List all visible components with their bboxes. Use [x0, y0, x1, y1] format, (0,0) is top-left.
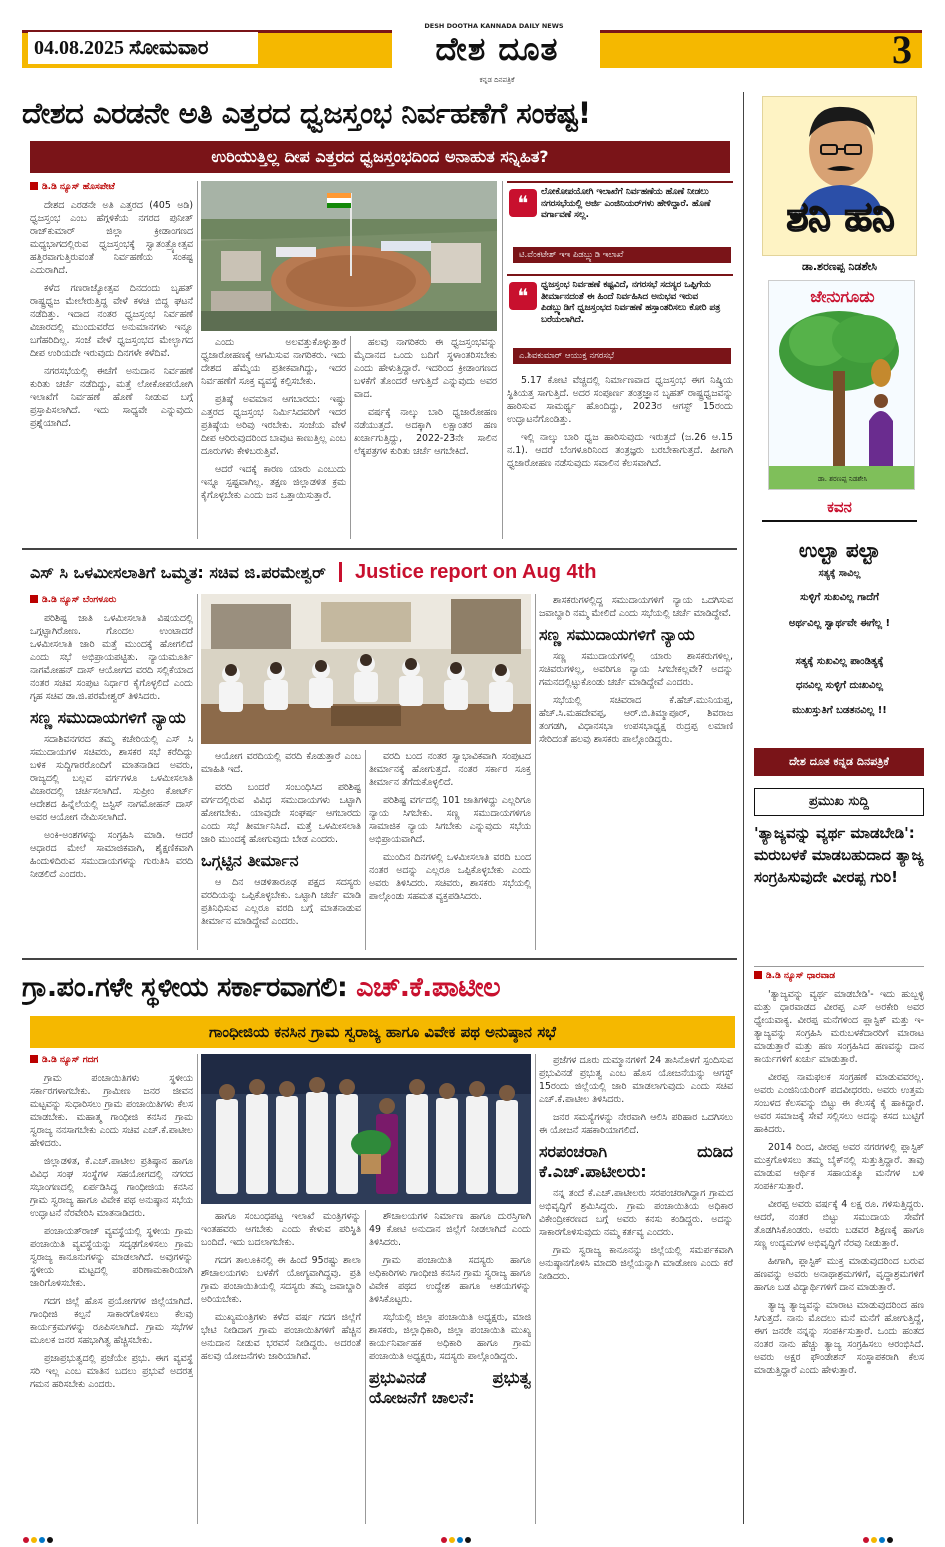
story3-col3-para: ಶೌಚಾಲಯಗಳ ನಿರ್ಮಾಣ ಹಾಗೂ ದುರಸ್ತಿಗಾಗಿ 49 ಕೋಟಿ ಅನುದಾನ ಜಿಲ್ಲೆಗೆ ನೀಡಲಾಗಿದೆ ಎಂದು ತಿಳಿಸಿದರು.	[369, 1211, 531, 1248]
news-byline: ಡಿ.ಡಿ ನ್ಯೂಸ್ ಧಾರವಾಡ	[754, 970, 924, 983]
story2-subhead-2: ಒಗ್ಗಟ್ಟಿನ ತೀರ್ಮಾನ	[201, 851, 299, 870]
quote-box-commissioner-source: ಎ.ಶಿವಕುಮಾರ್ ಆಯುಕ್ತ ನಗರಸಭೆ	[513, 348, 731, 364]
story2-headline-row	[30, 556, 730, 588]
quote-box-pwd-source: ಟಿ.ವೆಂಕಟೇಶ್ ಇಇ ಪಿಡಬ್ಲ್ಯುಡಿ ಇಲಾಖೆ	[513, 247, 731, 263]
headline-separator	[339, 562, 342, 582]
story3-col2-para: ಹಾಗೂ ಸಂಬಂಧಪಟ್ಟ ಇಲಾಖೆ ಮಂತ್ರಿಗಳನ್ನು ಇಂತಹವರು ಆಗಬೇಕು ಎಂದು ಕೇಳುವ ಪರಿಸ್ಥಿತಿ ಬಂದಿದೆ. ಇದು ಬದಲಾಗಬೇಕು.	[201, 1211, 361, 1248]
story1-col1-para: ನಗರಸಭೆಯಲ್ಲಿ ಈಚೆಗೆ ಅನುದಾನ ನಿರ್ವಹಣೆ ಕುರಿತು ಚರ್ಚೆ ನಡೆದಿದ್ದು, ಮತ್ತೆ ಲೋಕೋಪಯೋಗಿ ಇಲಾಖೆಗೆ ನಿರ್ವಹಣೆ ಹೊಣೆ ನೀಡುವ ಬಗ್ಗೆ ಪ್ರಸ್ತಾಪಿಸಲಾಗಿದೆ. ಇದು ಸಾಧ್ಯವೇ ಎನ್ನುವುದು ಪ್ರಶ್ನೆಯಾಗಿದೆ.	[30, 366, 193, 429]
story3-subhead-2: ಪ್ರಭುವಿನಡೆ ಪ್ರಭುತ್ವ ಯೋಜನೆಗೆ ಚಾಲನೆ:	[369, 1368, 531, 1407]
registration-dot	[457, 1537, 463, 1543]
registration-dot	[863, 1537, 869, 1543]
divider	[197, 181, 198, 539]
registration-dot	[441, 1537, 447, 1543]
story1-col3-para: ಹಲವು ನಾಗರಿಕರು ಈ ಧ್ವಜಸ್ತಂಭವನ್ನು ಮೈದಾನದ ಒಂದು ಬದಿಗೆ ಸ್ಥಳಾಂತರಿಸಬೇಕು ಎಂದು ಹೇಳುತ್ತಿದ್ದಾರೆ. ಇದರಿಂದ ಕ್ರೀಡಾಂಗಣದ ಬಳಕೆಗೆ ತೊಂದರೆ ಆಗುತ್ತಿದೆ ಎನ್ನುವುದು ಅವರ ವಾದ.	[354, 337, 497, 400]
divider	[365, 1210, 366, 1524]
story3-col3-para: ಗ್ರಾಮ ಪಂಚಾಯಿತಿ ಸದಸ್ಯರು ಹಾಗೂ ಅಧಿಕಾರಿಗಳು ಗಾಂಧೀಜಿ ಕನಸಿನ ಗ್ರಾಮ ಸ್ವರಾಜ್ಯ ಹಾಗೂ ವಿವೇಕ ಪಥದ ಉದ್ದೇಶ ಹಾಗೂ ಆಶಯಗಳನ್ನು ತಿಳಿಸಿಕೊಟ್ಟರು.	[369, 1255, 531, 1305]
story2-col3-para: ಪರಿಶಿಷ್ಟ ವರ್ಗದಲ್ಲಿ 101 ಜಾತಿಗಳಿದ್ದು ಎಲ್ಲರಿಗೂ ನ್ಯಾಯ ಸಿಗಬೇಕು. ಸಣ್ಣ ಸಮುದಾಯಗಳಿಗೂ ಸಾಮಾಜಿಕ ನ್ಯಾಯ ಸಿಗಬೇಕು ಎನ್ನುವುದು ಸಭೆಯ ಅಭಿಪ್ರಾಯವಾಗಿದೆ.	[369, 795, 531, 845]
story1-col2-para: ಪ್ರತಿಷ್ಠೆ ಅವಮಾನ ಆಗಬಾರದು: ಇಷ್ಟು ಎತ್ತರದ ಧ್ವಜಸ್ತಂಭ ನಿರ್ಮಿಸಿದವರಿಗೆ ಇದರ ಪ್ರತಿಷ್ಠೆಯ ಅರಿವು ಇರಬೇಕು. ಸಂಜೆಯ ವೇಳೆ ದೀಪ ಆರಿರುವುದರಿಂದ ಬಾವುಟ ಕಾಣುತ್ತಿಲ್ಲ ಎಂಬ ದೂರುಗಳು ಕೇಳಿಬರುತ್ತಿವೆ.	[201, 394, 346, 457]
quote-box-pwd	[507, 181, 733, 266]
story1-col2-para: ಎಂದು ಅಲವತ್ತುಕೊಳ್ಳುತ್ತಾರೆ ಧ್ವಜಾರೋಹಣಕ್ಕೆ ಆಗಮಿಸುವ ನಾಗರಿಕರು. ಇದು ದೇಶದ ಹೆಮ್ಮೆಯ ಪ್ರತೀಕವಾಗಿದ್ದು, ಇದರ ನಿರ್ವಹಣೆಗೆ ಸೂಕ್ತ ವ್ಯವಸ್ಥೆ ಕಲ್ಪಿಸಬೇಕು.	[201, 337, 346, 387]
sabha-photo	[201, 1054, 531, 1204]
story1-column-2	[201, 336, 346, 539]
book-caption: ಡಾ. ಶರಣಪ್ಪ ನಿಡಶೇಸಿ	[817, 475, 868, 483]
story2-subhead-1: ಸಣ್ಣ ಸಮುದಾಯಗಳಿಗೆ ನ್ಯಾಯ	[30, 708, 186, 727]
poem-line: ಅರ್ಥವಿಲ್ಲ ಸ್ವಾರ್ಥವೇ ಈಗೆಲ್ಲ !	[788, 618, 891, 629]
story1-col1-para: ಕಳೆದ ಗಣರಾಜ್ಯೋತ್ಸವ ದಿನದಂದು ಬೃಹತ್ ರಾಷ್ಟ್ರಧ್ವಜ ಮೇಲೇರುತ್ತಿದ್ದ ವೇಳೆ ಕಳಚಿ ಬಿದ್ದ ಘಟನೆ ನಡೆದಿತ್ತು. ಇದಾದ ನಂತರ ಧ್ವಜಸ್ತಂಭ ನಿರ್ವಹಣೆ ವಿಚಾರದಲ್ಲಿ ಮುಂದುವರೆದ ಅನುಮಾನಗಳು ಇನ್ನೂ ಬಗೆಹರಿದಿಲ್ಲ. ಸಂಜೆ ವೇಳೆ ಧ್ವಜಸ್ತಂಭದ ಮೇಲ್ಭಾಗದ ದೀಪ ಉರಿಯದೇ ಇರುವುದು ದಿನಗಳೇ ಕಳೆದಿವೆ.	[30, 283, 193, 359]
divider	[350, 336, 351, 539]
story3-byline: ಡಿ.ಡಿ ನ್ಯೂಸ್ ಗದಗ	[30, 1054, 193, 1067]
book-cover-illustration	[769, 281, 915, 490]
story3-col1-para: ಗ್ರಾಮ ಪಂಚಾಯಿತಿಗಳು ಸ್ಥಳೀಯ ಸರ್ಕಾರಗಳಾಗಬೇಕು. ಗ್ರಾಮೀಣ ಜನರ ಜೀವನ ಮಟ್ಟವನ್ನು ಸುಧಾರಿಸಲು ಗ್ರಾಮ ಪಂಚಾಯಿತಿಗಳು ಕೆಲಸ ಮಾಡಬೇಕು. ಮಹಾತ್ಮ ಗಾಂಧೀಜಿ ಕನಸಿನ ಗ್ರಾಮ ಸ್ವರಾಜ್ಯ ನನಸಾಗಬೇಕು ಎಂದು ಸಚಿವ ಎಚ್.ಕೆ.ಪಾಟೀಲ ಹೇಳಿದರು.	[30, 1073, 193, 1149]
column-author: ಡಾ.ಶರಣಪ್ಪ ನಿಡಶೇಸಿ	[801, 260, 878, 273]
registration-dot	[871, 1537, 877, 1543]
story1-byline: ಡಿ.ಡಿ ನ್ಯೂಸ್ ಹೊಸಪೇಟೆ	[30, 181, 193, 194]
column-title: ಶನಿ ಹನಿ	[786, 194, 895, 240]
news-para: 2014 ರಿಂದ, ವೀರಪ್ಪ ಅವರ ನಗರಗಳಲ್ಲಿ ಪ್ಲಾಸ್ಟಿಕ್ ಮುಕ್ತಗೊಳಿಸಲು ತಮ್ಮ ಬೈಕ್‌ನಲ್ಲಿ ಸುತ್ತುತ್ತಿದ್ದಾರೆ. ತಾವು ಮಾಡುವ ಆರ್ಥಿಕ ಸಹಾಯಕ್ಕೂ ಮನೆಗಳ ಬಳಿ ಸಂಪರ್ಕಿಸುತ್ತಾರೆ.	[754, 1142, 924, 1192]
story3-headline: ಗ್ರಾ.ಪಂ.ಗಳೇ ಸ್ಥಳೀಯ ಸರ್ಕಾರವಾಗಲಿ:	[22, 972, 357, 1003]
story3-column-3	[369, 1210, 531, 1524]
story2-col1-para: ಸದಾಶಿವನಗರದ ತಮ್ಮ ಕಚೇರಿಯಲ್ಲಿ ಎಸ್ ಸಿ ಸಮುದಾಯಗಳ ಸಚಿವರು, ಶಾಸಕರ ಸಭೆ ಕರೆದಿದ್ದು ಬಳಿಕ ಸುದ್ದಿಗಾರರೊಂದಿಗೆ ಮಾತನಾಡಿದ ಅವರು, ರಾಜ್ಯದಲ್ಲಿ ಬಲ್ಲವ ವರ್ಗಗಳೂ ಒಳಮೀಸಲಾತಿ ವಿಚಾರದಲ್ಲಿ ಚರ್ಚಿಸಲಾಗಿದೆ. ಸುಪ್ರೀಂ ಕೋರ್ಟ್ ಆದೇಶದ ಹಿನ್ನೆಲೆಯಲ್ಲಿ ಜಸ್ಟಿಸ್ ನಾಗಮೋಹನ್ ದಾಸ್ ಅವರ ಆಯೋಗ ನೇಮಿಸಲಾಗಿದೆ.	[30, 734, 193, 823]
story3-col1-para: ಪ್ರಜಾಪ್ರಭುತ್ವದಲ್ಲಿ ಪ್ರಜೆಯೇ ಪ್ರಭು. ಈಗ ವ್ಯವಸ್ಥೆ ಸರಿ ಇಲ್ಲ ಎಂಬ ಮಾತಿನ ಬದಲು ಪ್ರಭುವೆ ಅದರತ್ತ ಗಮನ ಹರಿಸಬೇಕು ಎಂದರು.	[30, 1353, 193, 1390]
story2-col4-para: ಸಣ್ಣ ಸಮುದಾಯಗಳಲ್ಲಿ ಯಾರು ಶಾಸಕರುಗಳಿಲ್ಲ, ಸಚಿವರುಗಳಿಲ್ಲ, ಅವರಿಗೂ ನ್ಯಾಯ ಸಿಗಬೇಕಲ್ಲವೇ? ಅದನ್ನು ಗಮನದಲ್ಲಿಟ್ಟುಕೊಂಡು ಚರ್ಚೆ ಮಾಡಿದ್ದೇವೆ ಎಂದರು.	[539, 651, 733, 688]
story-separator	[22, 548, 737, 550]
divider	[535, 1054, 536, 1524]
story3-column-2	[201, 1210, 361, 1524]
news-para: ತ್ಯಾಜ್ಯ ತ್ಯಾಜ್ಯವನ್ನು ಮಾರಾಟ ಮಾಡುವುದರಿಂದ ಹಣ ಸಿಗುತ್ತದೆ. ನಾನು ಮೊದಲು ಮನೆ ಮನೆಗೆ ಹೋಗುತ್ತಿದ್ದೆ, ಈಗ ಜನರೇ ನನ್ನನ್ನು ಸಂಪರ್ಕಿಸುತ್ತಾರೆ. ಒಂದು ಹಂತದ ನಂತರ ನಾನು ಹೆಚ್ಚು ತ್ಯಾಜ್ಯ ಸಂಗ್ರಹಿಸಲು ಆರಂಭಿಸಿದೆ. ಅವರು ಅಕ್ಷರ ಫೌಂಡೇಶನ್ ಸಂಸ್ಥಾಪಕರಾಗಿ ಕೆಲಸ ಮಾಡುತ್ತಿದ್ದಾರೆ ಎಂದು ಹೇಳುತ್ತಾರೆ.	[754, 1300, 924, 1376]
story1-col4-para: 5.17 ಕೋಟಿ ವೆಚ್ಚದಲ್ಲಿ ನಿರ್ಮಾಣವಾದ ಧ್ವಜಸ್ತಂಭ ಈಗ ನಿಷ್ಕ್ರಿಯ ಸ್ಥಿತಿಯತ್ತ ಸಾಗುತ್ತಿದೆ. ಅದರ ಸಂಪೂರ್ಣ ತಂತ್ರಜ್ಞಾನ ಬೃಹತ್ ರಾಷ್ಟ್ರಧ್ವಜವನ್ನು ಹಾರಿಸುವ ಸಾಮರ್ಥ್ಯ ಹೊಂದಿದ್ದು, 2023ರ ಆಗಸ್ಟ್ 15ರಂದು ಉದ್ಘಾಟನೆಗೊಂಡಿತ್ತು.	[507, 375, 733, 425]
poem-line: ಸತ್ಯಕ್ಕೆ ಸಾವಿಲ್ಲ	[818, 568, 861, 579]
story2-col4-para: ಶಾಸಕರುಗಳಲ್ಲಿದ್ದ ಸಮುದಾಯಗಳಿಗೆ ನ್ಯಾಯ ಒದಗಿಸುವ ಜವಾಬ್ದಾರಿ ನಮ್ಮ ಮೇಲಿದೆ ಎಂದು ಸಭೆಯಲ್ಲಿ ಚರ್ಚೆ ಮಾಡಿದ್ದೇವೆ.	[539, 595, 733, 619]
story2-subhead-3: ಸಣ್ಣ ಸಮುದಾಯಗಳಿಗೆ ನ್ಯಾಯ	[539, 625, 695, 644]
registration-dot	[39, 1537, 45, 1543]
story3-col4-para: ಪ್ರಜೆಗಳ ದೂರು ದುಮ್ಮಾನಗಳಿಗೆ 24 ತಾಸಿನೊಳಗೆ ಸ್ಪಂದಿಸುವ ಪ್ರಭುವಿನಡೆ ಪ್ರಭುತ್ವ ಎಂಬ ಹೊಸ ಯೋಜನೆಯನ್ನು ಆಗಸ್ಟ್ 15ರಂದು ಜಿಲ್ಲೆಯಲ್ಲಿ ಜಾರಿ ಮಾಡಲಾಗುವುದು ಎಂದು ಸಚಿವ ಎಚ್.ಕೆ.ಪಾಟೀಲ ತಿಳಿಸಿದರು.	[539, 1055, 733, 1105]
story3-column-4	[539, 1054, 733, 1524]
story1-column-3	[354, 336, 497, 539]
story2-col2-para: ವರದಿ ಬಂದರೆ ಸಂಬಂಧಿಸಿದ ಪರಿಶಿಷ್ಟ ವರ್ಗದಲ್ಲಿರುವ ವಿವಿಧ ಸಮುದಾಯಗಳು ಒಟ್ಟಾಗಿ ಹೋಗಬೇಕು. ಯಾವುದೇ ಸಂಘರ್ಷ ಆಗಬಾರದು ಎಂದು ಸಭೆ ತೀರ್ಮಾನಿಸಿದೆ. ಮತ್ತೆ ಒಳಮೀಸಲಾತಿ ಜಾರಿ ಮುಂದಕ್ಕೆ ಹೋಗುವುದು ಬೇಡ ಎಂದರು.	[201, 782, 361, 845]
story2-column-1	[30, 594, 193, 950]
meeting-illustration	[201, 594, 531, 744]
story2-column-2	[201, 750, 361, 950]
story3-col4-para: ಗ್ರಾಮ ಸ್ವರಾಜ್ಯ ಕಾನೂನನ್ನು ಜಿಲ್ಲೆಯಲ್ಲಿ ಸಮರ್ಪಕವಾಗಿ ಅನುಷ್ಠಾನಗೊಳಿಸಿ ಮಾದರಿ ಜಿಲ್ಲೆಯನ್ನಾಗಿ ಮಾಡೋಣ ಎಂದು ಕರೆ ನೀಡಿದರು.	[539, 1245, 733, 1282]
quote-icon: ❝	[509, 189, 537, 217]
registration-dot	[879, 1537, 885, 1543]
story3-col2-para: ಮುಖ್ಯಮಂತ್ರಿಗಳು ಕಳೆದ ವರ್ಷ ಗದಗ ಜಿಲ್ಲೆಗೆ ಭೇಟಿ ನೀಡಿದಾಗ ಗ್ರಾಮ ಪಂಚಾಯಿತಿಗಳಿಗೆ ಹೆಚ್ಚಿನ ಅನುದಾನ ನೀಡುವ ಭರವಸೆ ನೀಡಿದ್ದರು. ಅದರಂತೆ ಹಲವು ಯೋಜನೆಗಳು ಜಾರಿಯಾಗಿವೆ.	[201, 1312, 361, 1362]
column-portrait	[762, 96, 917, 256]
story3-column-1	[30, 1054, 193, 1524]
story2-headline: ಎಸ್ ಸಿ ಒಳಮೀಸಲಾತಿಗೆ ಒಮ್ಮತ: ಸಚಿವ ಜಿ.ಪರಮೇಶ್ವರ್	[30, 563, 326, 582]
story3-headline-row	[22, 966, 742, 1010]
story1-headline: ದೇಶದ ಎರಡನೇ ಅತಿ ಎತ್ತರದ ಧ್ವಜಸ್ತಂಭ ನಿರ್ವಹಣೆಗೆ ಸಂಕಷ್ಟ!	[22, 96, 591, 130]
story1-col3-para: ವರ್ಷಕ್ಕೆ ನಾಲ್ಕು ಬಾರಿ ಧ್ವಜಾರೋಹಣ ನಡೆಯುತ್ತದೆ. ಅದಕ್ಕಾಗಿ ಲಕ್ಷಾಂತರ ಹಣ ಖರ್ಚಾಗುತ್ತಿದ್ದು, 2022-23ನೇ ಸಾಲಿನ ಲೆಕ್ಕಪತ್ರಗಳ ಕುರಿತು ಚರ್ಚೆ ಆಗಬೇಕಿದೆ.	[354, 407, 497, 457]
story-separator	[22, 958, 737, 960]
story3-col2-para: ಗದಗ ತಾಲೂಕಿನಲ್ಲಿ ಈ ಹಿಂದೆ 95ರಷ್ಟು ಶಾಲಾ ಶೌಚಾಲಯಗಳು ಬಳಕೆಗೆ ಯೋಗ್ಯವಾಗಿದ್ದವು. ಪ್ರತಿ ಗ್ರಾಮ ಪಂಚಾಯಿತಿಯಲ್ಲಿ ಸದಸ್ಯರು ತಮ್ಮ ಜವಾಬ್ದಾರಿ ಅರಿಯಬೇಕು.	[201, 1255, 361, 1305]
divider	[502, 181, 503, 539]
story2-col4-para: ಸಭೆಯಲ್ಲಿ ಸಚಿವರಾದ ಕೆ.ಹೆಚ್.ಮುನಿಯಪ್ಪ, ಹೆಚ್.ಸಿ.ಮಹದೇವಪ್ಪ, ಆರ್.ಬಿ.ತಿಮ್ಮಾಪೂರ್, ಶಿವರಾಜ ತಂಗಡಗಿ, ವಿಧಾನಸಭಾ ಉಪಸಭಾಧ್ಯಕ್ಷ ರುದ್ರಪ್ಪ ಲಮಾಣಿ ಸೇರಿದಂತೆ ಹಲವು ಶಾಸಕರು ಪಾಲ್ಗೊಂಡಿದ್ದರು.	[539, 695, 733, 745]
news-para: ಹೀಗಾಗಿ, ಪ್ಲಾಸ್ಟಿಕ್ ಮುಕ್ತ ಮಾಡುವುದರಿಂದ ಬರುವ ಹಣವನ್ನು ಅವರು ಅನಾಥಾಶ್ರಮಗಳಿಗೆ, ವೃದ್ಧಾಶ್ರಮಗಳಿಗೆ ಹಾಗೂ ಬಡ ವಿದ್ಯಾರ್ಥಿಗಳಿಗೆ ದಾನ ಮಾಡುತ್ತಾರೆ.	[754, 1256, 924, 1293]
news-para: ವೀರಪ್ಪ ನಾಮಫಲಕ ಸಂಗ್ರಹಣೆ ಮಾಡುವವರಲ್ಲ. ಅವರು ಎಂಜಿನಿಯರಿಂಗ್ ಪದವೀಧರರು. ಅವರು ಉತ್ತಮ ಸಂಬಳದ ಕೆಲಸವನ್ನು ಬಿಟ್ಟು ಈ ಕೆಲಸಕ್ಕೆ ಕೈ ಹಾಕಿದ್ದಾರೆ. ಅವರ ಸಮಾಜಕ್ಕೆ ಸೇವೆ ಸಲ್ಲಿಸಲು ಅದನ್ನು ಕಸದ ಬುಟ್ಟಿಗೆ ಹಾಕಿದರು.	[754, 1072, 924, 1135]
page-number: 3	[892, 27, 912, 72]
meeting-photo	[201, 594, 531, 744]
kavana-underline	[762, 520, 917, 522]
story3-subhead-1: ಸರಪಂಚರಾಗಿ ದುಡಿದ ಕೆ.ಎಚ್.ಪಾಟೀಲರು:	[539, 1142, 733, 1181]
poem-line: ಸುಳ್ಳಿಗೆ ಸುಖವಿಲ್ಲ ಗಾದೆಗೆ	[800, 592, 879, 603]
news-para: 'ತ್ಯಾಜ್ಯವನ್ನು ವ್ಯರ್ಥ ಮಾಡಬೇಡಿ'- ಇದು ಹುಬ್ಬಳ್ಳಿ ಮತ್ತು ಧಾರವಾಡದ ವೀರಪ್ಪ ಎಸ್ ಅರಕೇರಿ ಅವರ ಧ್ಯೇಯವಾಕ್ಯ. ವೀರಪ್ಪ ಮನೆಗಳಿಂದ ಪ್ಲಾಸ್ಟಿಕ್ ಮತ್ತು ಇ-ತ್ಯಾಜ್ಯವನ್ನು ಸಂಗ್ರಹಿಸಿ ಮರುಬಳಕೆದಾರರಿಗೆ ಮಾರಾಟ ಮಾಡುತ್ತಾರೆ ಮತ್ತು ಹಣ ಸಂಗ್ರಹಿಸಿದ ಹಣವನ್ನು ದಾನ ಕಾರ್ಯಗಳಿಗೆ ಖರ್ಚು ಮಾಡುತ್ತಾರೆ.	[754, 989, 924, 1065]
story1-subheadline: ಉರಿಯುತ್ತಿಲ್ಲ ದೀಪ ಎತ್ತರದ ಧ್ವಜಸ್ತಂಭದಿಂದ ಅನಾಹುತ ಸನ್ನಿಹಿತ?	[30, 141, 730, 173]
story2-col3-para: ಮುಂದಿನ ದಿನಗಳಲ್ಲಿ ಒಳಮೀಸಲಾತಿ ವರದಿ ಬಂದ ನಂತರ ಅದನ್ನು ಎಲ್ಲರೂ ಒಪ್ಪಿಕೊಳ್ಳಬೇಕು ಎಂದು ಅವರು ತಿಳಿಸಿದರು. ಸಚಿವರು, ಶಾಸಕರು ಸಭೆಯಲ್ಲಿ ಪಾಲ್ಗೊಂಡು ಸಹಮತ ವ್ಯಕ್ತಪಡಿಸಿದರು.	[369, 852, 531, 902]
divider	[365, 750, 366, 950]
footer-registration-dots-left	[22, 1528, 82, 1538]
news-para: ವೀರಪ್ಪ ಅವರು ವರ್ಷಕ್ಕೆ 4 ಲಕ್ಷ ರೂ. ಗಳಿಸುತ್ತಿದ್ದರು. ಆದರೆ, ನಂತರ ಬಿಟ್ಟು ಸಮುದಾಯ ಸೇವೆಗೆ ತೊಡಗಿಸಿಕೊಂಡರು. ಅವರು ಬಡವರ ಶಿಕ್ಷಣಕ್ಕೆ ಹಾಗೂ ಸಣ್ಣ ಉದ್ಯಮಗಳ ಅಭಿವೃದ್ಧಿಗೆ ನೆರವು ನೀಡುತ್ತಾರೆ.	[754, 1199, 924, 1249]
sidebar-divider	[743, 92, 744, 1524]
story2-byline: ಡಿ.ಡಿ ನ್ಯೂಸ್ ಬೆಂಗಳೂರು	[30, 594, 193, 607]
story3-col1-para: ಜಿಲ್ಲಾಡಳಿತ, ಕೆ.ಎಚ್.ಪಾಟೀಲ ಪ್ರತಿಷ್ಠಾನ ಹಾಗೂ ವಿವಿಧ ಸಂಘ ಸಂಸ್ಥೆಗಳ ಸಹಯೋಗದಲ್ಲಿ ನಗರದ ಸಭಾಂಗಣದಲ್ಲಿ ಏರ್ಪಡಿಸಿದ್ದ ಗಾಂಧೀಜಿಯ ಕನಸಿನ ಗ್ರಾಮ ಸ್ವರಾಜ್ಯ ಹಾಗೂ ವಿವೇಕ ಪಥ ಅನುಷ್ಠಾನ ಸಭೆಯ ಉದ್ಘಾಟನೆ ನೆರವೇರಿಸಿ ಮಾತನಾಡಿದರು.	[30, 1156, 193, 1219]
registration-dot	[31, 1537, 37, 1543]
flag-aerial-illustration	[201, 181, 497, 331]
divider	[535, 594, 536, 950]
story2-col1-para: ಪರಿಶಿಷ್ಟ ಜಾತಿ ಒಳಮೀಸಲಾತಿ ವಿಷಯದಲ್ಲಿ ಒಗ್ಗಟ್ಟಾಗಿರೋಣ. ಗೊಂದಲ ಉಂಟಾದರೆ ಒಳಮೀಸಲಾತಿ ಜಾರಿ ಮತ್ತೆ ಮುಂದಕ್ಕೆ ಹೋಗಲಿದೆ ಎಂದು ಸಭೆ ಅಭಿಪ್ರಾಯಪಟ್ಟಿತು. ನ್ಯಾಯಮೂರ್ತಿ ನಾಗಮೋಹನ್ ದಾಸ್ ಆಯೋಗದ ವರದಿ ಸಲ್ಲಿಕೆಯಾದ ನಂತರ ಸಚಿವ ಸಂಪುಟ ನಿರ್ಧಾರ ಕೈಗೊಳ್ಳಲಿದೆ ಎಂದು ಗೃಹ ಸಚಿವ ಡಾ.ಜಿ.ಪರಮೇಶ್ವರ್ ತಿಳಿಸಿದರು.	[30, 613, 193, 702]
masthead-date: 04.08.2025 ಸೋಮವಾರ	[28, 32, 258, 64]
news-headline: 'ತ್ಯಾಜ್ಯವನ್ನು ವ್ಯರ್ಥ ಮಾಡಬೇಡಿ': ಮರುಬಳಕೆ ಮಾಡಬಹುದಾದ ತ್ಯಾಜ್ಯ ಸಂಗ್ರಹಿಸುವುದೇ ವೀರಪ್ಪ ಗುರಿ!	[754, 824, 924, 886]
divider	[197, 1054, 198, 1524]
quote-box-commissioner	[507, 274, 733, 366]
quote-icon: ❝	[509, 282, 537, 310]
story3-subheadline: ಗಾಂಧೀಜಿಯ ಕನಸಿನ ಗ್ರಾಮ ಸ್ವರಾಜ್ಯ ಹಾಗೂ ವಿವೇಕ ಪಥ ಅನುಷ್ಠಾನ ಸಭೆ	[30, 1016, 735, 1048]
story2-col2-para: ಆಯೋಗ ವರದಿಯಲ್ಲಿ ವರದಿ ಕೊಡುತ್ತಾರೆ ಎಂಬ ಮಾಹಿತಿ ಇದೆ.	[201, 751, 361, 775]
masthead-right-bar	[600, 30, 922, 68]
news-body	[754, 970, 924, 1524]
story2-col1-para: ಅಂಕಿ-ಅಂಶಗಳನ್ನು ಸಂಗ್ರಹಿಸಿ ಮಾಡಿ. ಆದರೆ ಆಧಾರದ ಮೇಲೆ ಸಾಮಾಜಿಕವಾಗಿ, ಶೈಕ್ಷಣಿಕವಾಗಿ ಹಿಂದುಳಿದಿರುವ ಸಮುದಾಯಗಳನ್ನು ಗುರುತಿಸಿ ವರದಿ ನೀಡಲಿದೆ ಎಂದರು.	[30, 830, 193, 880]
story1-col4-para: ಇಲ್ಲಿ ನಾಲ್ಕು ಬಾರಿ ಧ್ವಜ ಹಾರಿಸುವುದು ಇರುತ್ತದೆ (ಜ.26 ಆ.15 ನ.1). ಆದರೆ ಬೆಂಗಳೂರಿನಿಂದ ತಂತ್ರಜ್ಞರು ಬರಬೇಕಾಗುತ್ತದೆ. ಹೀಗಾಗಿ ಧ್ವಜಾರೋಹಣ ನಡೆಸುವುದು ಸವಾಲಿನ ಕೆಲಸವಾಗಿದೆ.	[507, 432, 733, 469]
story3-headline-name: ಎಚ್.ಕೆ.ಪಾಟೀಲ	[356, 972, 501, 1003]
quote-box-commissioner-text: ಧ್ವಜಸ್ತಂಭ ನಿರ್ವಹಣೆ ಕಷ್ಟವಿದೆ, ನಗರಸಭೆ ಸದಸ್ಯರ ಒಪ್ಪಿಗೆಯ ತೀರ್ಮಾನದಂತೆ ಈ ಹಿಂದೆ ನಿರ್ವಹಿಸಿದ ಅನುಭವ ಇರುವ ಪಿಡಬ್ಲ್ಯುಡಿಗೆ ಧ್ವಜಸ್ತಂಭದ ನಿರ್ವಹಣೆ ಹಸ್ತಾಂತರಿಸಲು ಕೋರಿ ಪತ್ರ ಬರೆಯಲಾಗಿದೆ.	[541, 280, 721, 325]
registration-dot	[887, 1537, 893, 1543]
masthead-tagline: ಕನ್ನಡ ದಿನಪತ್ರಿಕೆ	[479, 76, 515, 84]
paper-label: ದೇಶ ದೂತ ಕನ್ನಡ ದಿನಪತ್ರಿಕೆ	[754, 748, 924, 776]
story3-col1-para: ಗದಗ ಜಿಲ್ಲೆ ಹೊಸ ಪ್ರಯೋಗಗಳ ಜಿಲ್ಲೆಯಾಗಿದೆ. ಗಾಂಧೀಜಿ ಕಲ್ಪನೆ ಸಾಕಾರಗೊಳಿಸಲು ಕೆಲವು ಕಾರ್ಯಕ್ರಮಗಳನ್ನು ರೂಪಿಸಲಾಗಿದೆ. ಗ್ರಾಮ ಸಭೆಗಳ ಮೂಲಕ ಜನರ ಸಹಭಾಗಿತ್ವ ಹೆಚ್ಚಿಸಬೇಕು.	[30, 1296, 193, 1346]
story2-headline-english: Justice report on Aug 4th	[354, 561, 597, 583]
divider	[754, 966, 924, 967]
book-title: ಜೇನುಗೂಡು	[810, 287, 875, 306]
registration-dot	[465, 1537, 471, 1543]
story2-column-3	[369, 750, 531, 950]
masthead-title: ದೇಶ ದೂತ	[435, 30, 559, 68]
footer-registration-dots-center	[440, 1528, 500, 1538]
story1-column-4	[507, 374, 733, 539]
story3-col4-para: ನನ್ನ ತಂದೆ ಕೆ.ಎಚ್.ಪಾಟೀಲರು ಸರಪಂಚರಾಗಿದ್ದಾಗ ಗ್ರಾಮದ ಅಭಿವೃದ್ಧಿಗೆ ಶ್ರಮಿಸಿದ್ದರು. ಗ್ರಾಮ ಪಂಚಾಯಿತಿಯ ಅಧಿಕಾರ ವಿಕೇಂದ್ರೀಕರಣದ ಬಗ್ಗೆ ಅವರು ಕನಸು ಕಂಡಿದ್ದರು. ಅದನ್ನು ಸಾಕಾರಗೊಳಿಸುವುದು ನಮ್ಮ ಕರ್ತವ್ಯ ಎಂದರು.	[539, 1188, 733, 1238]
story2-column-4	[539, 594, 733, 950]
masthead-english-name: DESH DOOTHA KANNADA DAILY NEWS	[424, 22, 564, 30]
registration-dot	[449, 1537, 455, 1543]
story2-col3-para: ವರದಿ ಬಂದ ನಂತರ ಸ್ವಾಭಾವಿಕವಾಗಿ ಸಂಪುಟದ ತೀರ್ಮಾನಕ್ಕೆ ಹೋಗುತ್ತದೆ. ನಂತರ ಸರ್ಕಾರ ಸೂಕ್ತ ತೀರ್ಮಾನ ತೆಗೆದುಕೊಳ್ಳಲಿದೆ.	[369, 751, 531, 788]
footer-registration-dots-right	[862, 1528, 922, 1538]
divider	[197, 594, 198, 950]
poem-line: ಸತ್ಯಕ್ಕೆ ಸುಖವಿಲ್ಲ ಪಾಂಡಿತ್ಯಕ್ಕೆ	[795, 656, 884, 667]
poem-line: ಧನವಿಲ್ಲ ಸುಳ್ಳಿಗೆ ದುಃಖವಿಲ್ಲ	[795, 680, 883, 691]
registration-dot	[23, 1537, 29, 1543]
story3-col4-para: ಜನರ ಸಮಸ್ಯೆಗಳನ್ನು ನೇರವಾಗಿ ಆಲಿಸಿ ಪರಿಹಾರ ಒದಗಿಸಲು ಈ ಯೋಜನೆ ಸಹಕಾರಿಯಾಗಲಿದೆ.	[539, 1112, 733, 1136]
registration-dot	[47, 1537, 53, 1543]
sabha-illustration	[201, 1054, 531, 1204]
book-cover	[768, 280, 915, 490]
story1-col1-para: ದೇಶದ ಎರಡನೇ ಅತಿ ಎತ್ತರದ (405 ಅಡಿ) ಧ್ವಜಸ್ತಂಭ ಎಂಬ ಹೆಗ್ಗಳಿಕೆಯ ನಗರದ ಪುನೀತ್ ರಾಜ್‌ಕುಮಾರ್ ಜಿಲ್ಲಾ ಕ್ರೀಡಾಂಗಣದ ಮಧ್ಯಭಾಗದಲ್ಲಿರುವ ಧ್ವಜಸ್ತಂಭಕ್ಕೆ ಸ್ವಾತಂತ್ರ್ಯೋತ್ಸವ ಹತ್ತಿರವಾಗುತ್ತಿರುವಂತೆ ನಿರ್ವಹಣೆಯ ಸಂಕಷ್ಟ ಎದುರಾಗಿದೆ.	[30, 200, 193, 276]
kavana-label: ಕವನ	[827, 498, 852, 516]
story2-col2-para: ಆ ದಿನ ಆಡಳಿತಾರೂಢ ಪಕ್ಷದ ಸದಸ್ಯರು ವರದಿಯನ್ನು ಒಪ್ಪಿಕೊಳ್ಳಬೇಕು. ಒಟ್ಟಾಗಿ ಚರ್ಚೆ ಮಾಡಿ ಪ್ರತಿನಿಧಿಸುವ ಎಲ್ಲರೂ ವರದಿ ಬಗ್ಗೆ ಮಾತನಾಡುವ ತೀರ್ಮಾನ ಮಾಡಿದ್ದೇವೆ ಎಂದರು.	[201, 877, 361, 927]
poem-line: ಮುಖಸ್ತುತಿಗೆ ಬಡತನವಿಲ್ಲ !!	[792, 705, 887, 716]
story3-col1-para: ಪಂಚಾಯತ್‌ರಾಜ್ ವ್ಯವಸ್ಥೆಯಲ್ಲಿ ಸ್ಥಳೀಯ ಗ್ರಾಮ ಪಂಚಾಯಿತಿ ವ್ಯವಸ್ಥೆಯನ್ನು ಸದೃಢಗೊಳಿಸಲು ಗ್ರಾಮ ಸ್ವರಾಜ್ಯ ಕಾನೂನುಗಳನ್ನು ಮಾಡಲಾಗಿದೆ. ಅವುಗಳನ್ನು ಸ್ಥಳೀಯ ಮಟ್ಟದಲ್ಲಿ ಪರಿಣಾಮಕಾರಿಯಾಗಿ ಜಾರಿಗೊಳಿಸಬೇಕು.	[30, 1226, 193, 1289]
flag-aerial-photo	[201, 181, 497, 331]
story1-column-1	[30, 181, 193, 539]
story3-col3-para: ಸಭೆಯಲ್ಲಿ ಜಿಲ್ಲಾ ಪಂಚಾಯಿತಿ ಅಧ್ಯಕ್ಷರು, ಮಾಜಿ ಶಾಸಕರು, ಜಿಲ್ಲಾಧಿಕಾರಿ, ಜಿಲ್ಲಾ ಪಂಚಾಯಿತಿ ಮುಖ್ಯ ಕಾರ್ಯನಿರ್ವಾಹಕ ಅಧಿಕಾರಿ ಹಾಗೂ ಗ್ರಾಮ ಪಂಚಾಯಿತಿ ಅಧ್ಯಕ್ಷರು, ಸದಸ್ಯರು ಪಾಲ್ಗೊಂಡಿದ್ದರು.	[369, 1312, 531, 1362]
masthead	[22, 22, 922, 92]
poem-title: ಉಲ್ಟಾ ಪಲ್ಟಾ	[798, 538, 881, 562]
story1-col2-para: ಆದರೆ ಇದಕ್ಕೆ ಕಾರಣ ಯಾರು ಎಂಬುದು ಇನ್ನೂ ಸ್ಪಷ್ಟವಾಗಿಲ್ಲ. ತಕ್ಷಣ ಜಿಲ್ಲಾಡಳಿತ ಕ್ರಮ ಕೈಗೊಳ್ಳಬೇಕು ಎಂದು ಜನ ಒತ್ತಾಯಿಸುತ್ತಾರೆ.	[201, 464, 346, 501]
news-label: ಪ್ರಮುಖ ಸುದ್ದಿ	[754, 788, 924, 816]
quote-box-pwd-text: ಲೋಕೋಪಯೋಗಿ ಇಲಾಖೆಗೆ ನಿರ್ವಹಣೆಯ ಹೊಣೆ ನೀಡಲು ನಗರಸಭೆಯಲ್ಲಿ ಅರ್ಜಿ ಎಂಜಿನಿಯರ್‌ಗಳು ಹೇಳಿದ್ದಾರೆ. ಹೊಣೆ ವರ್ಗಾವಣೆ ಸಲ್ಲ.	[541, 187, 711, 220]
